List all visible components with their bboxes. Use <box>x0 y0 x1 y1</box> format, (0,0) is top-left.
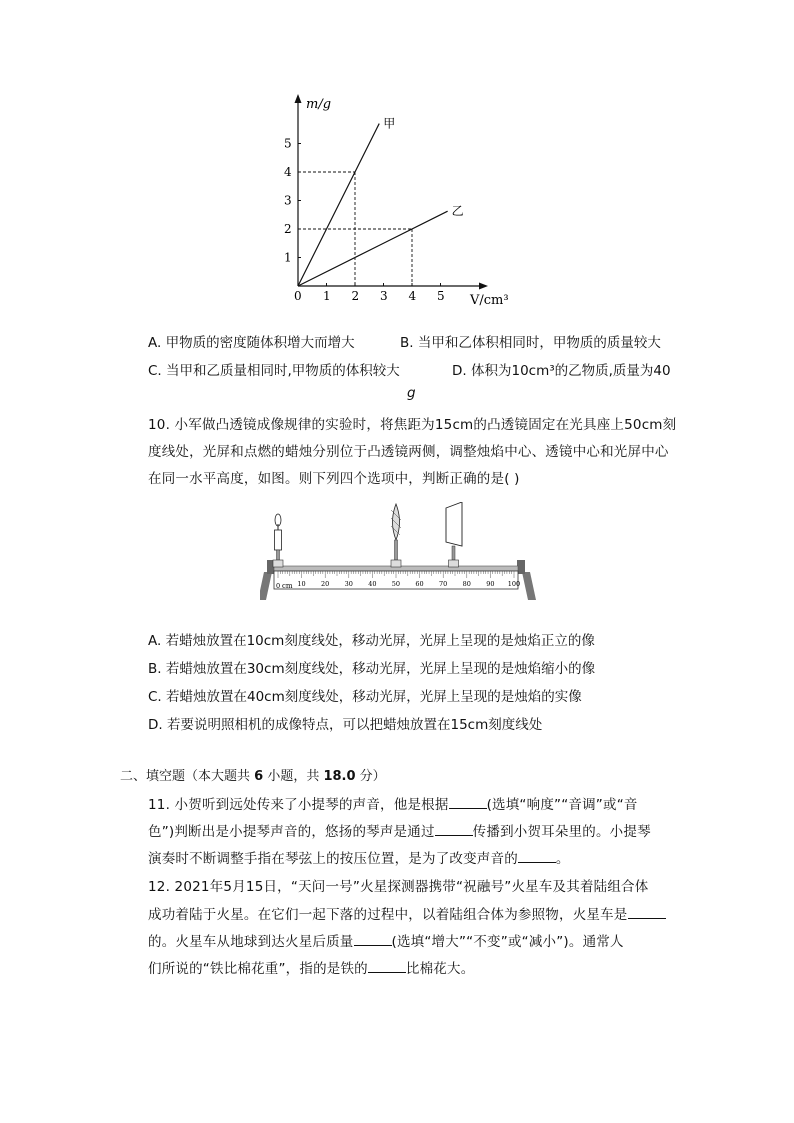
q12-line-3: 的。火星车从地球到达火星后质量 (选填“增大”“不变”或“减小”)。通常人 <box>148 934 624 950</box>
ruler-label-zero: 0 <box>276 582 281 590</box>
q9-option-d: D. 体积为10cm³的乙物质,质量为40 <box>452 363 671 379</box>
x-tick-label: 2 <box>351 289 360 303</box>
bench-right-leg <box>522 572 536 600</box>
ruler-unit: cm <box>282 582 293 590</box>
y-tick-label: 1 <box>284 250 292 265</box>
x-axis-arrow <box>479 283 488 290</box>
q11-blank-3[interactable] <box>518 850 556 863</box>
ruler-label: 70 <box>439 580 448 588</box>
ruler-label: 10 <box>297 580 306 588</box>
bench-left-leg <box>260 572 272 600</box>
x-tick-label: 5 <box>437 289 445 303</box>
ruler-label: 90 <box>486 580 495 588</box>
q12-blank-1[interactable] <box>628 906 666 919</box>
q11-line-3: 演奏时不断调整手指在琴弦上的按压位置，是为了改变声音的 。 <box>148 851 570 867</box>
light-screen <box>446 502 462 567</box>
convex-lens <box>391 504 401 567</box>
ruler-label: 100 <box>507 580 521 588</box>
y-axis-label: m/g <box>306 97 332 112</box>
q12-line-2: 成功着陆于火星。在它们一起下落的过程中，以着陆组合体为参照物，火星车是 <box>148 903 666 923</box>
q11-blank-1[interactable] <box>449 796 487 809</box>
candle <box>273 514 283 567</box>
ruler-label: 80 <box>462 580 471 588</box>
series-line-yi <box>298 211 448 286</box>
q10-option-a: A. 若蜡烛放置在10cm刻度线处，移动光屏，光屏上呈现的是烛焰正立的像 <box>148 633 595 649</box>
q10-option-c: C. 若蜡烛放置在40cm刻度线处，移动光屏，光屏上呈现的是烛焰的实像 <box>148 689 582 705</box>
series-label-jia: 甲 <box>383 116 396 131</box>
x-tick-label: 1 <box>323 289 331 303</box>
series-label-yi: 乙 <box>451 204 464 219</box>
x-axis-label: V/cm³ <box>470 293 509 308</box>
ruler-label: 50 <box>391 580 401 588</box>
q10-option-d: D. 若要说明照相机的成像特点，可以把蜡烛放置在15cm刻度线处 <box>148 717 543 733</box>
q9-option-b: B. 当甲和乙体积相同时，甲物质的质量较大 <box>400 335 661 351</box>
q12-blank-3[interactable] <box>368 960 406 973</box>
optical-bench-figure <box>260 502 540 602</box>
q12-blank-2[interactable] <box>354 933 392 946</box>
mass-volume-graph <box>270 88 520 316</box>
q11-line-2: 色”)判断出是小提琴声音的，悠扬的琴声是通过 传播到小贺耳朵里的。小提琴 <box>148 824 651 840</box>
y-axis-arrow <box>295 94 302 103</box>
y-tick-label: 4 <box>284 165 292 179</box>
section-2-title: 二、填空题（本大题共 6 小题，共 18.0 分） <box>120 769 386 784</box>
q10-option-b: B. 若蜡烛放置在30cm刻度线处，移动光屏，光屏上呈现的是烛焰缩小的像 <box>148 661 596 677</box>
ruler-label: 20 <box>321 580 330 588</box>
q9-option-d-unit: g <box>407 385 416 401</box>
ruler-label: 60 <box>415 580 424 588</box>
q9-option-a: A. 甲物质的密度随体积增大而增大 <box>148 335 355 351</box>
origin-label: 0 <box>294 289 302 303</box>
q11-line-1: 11. 小贺听到远处传来了小提琴的声音，他是根据 (选填“响度”“音调”或“音 <box>148 797 638 813</box>
q10-line-1: 10. 小军做凸透镜成像规律的实验时，将焦距为15cm的凸透镜固定在光具座上50cm刻 <box>148 417 677 433</box>
series-line-jia <box>298 124 379 286</box>
y-tick-label: 3 <box>284 193 292 208</box>
q10-line-2: 度线处，光屏和点燃的蜡烛分别位于凸透镜两侧，调整烛焰中心、透镜中心和光屏中心 <box>148 444 669 460</box>
q11-blank-2[interactable] <box>435 823 473 836</box>
y-tick-label: 2 <box>284 222 292 236</box>
q10-line-3: 在同一水平高度，如图。则下列四个选项中，判断正确的是( ) <box>148 471 520 487</box>
q12-line-1: 12. 2021年5月15日，“天问一号”火星探测器携带“祝融号”火星车及其着陆组合体 <box>148 879 649 895</box>
x-tick-label: 3 <box>380 289 388 303</box>
y-tick-label: 5 <box>284 136 292 151</box>
ruler-label: 30 <box>344 580 353 588</box>
q9-option-c: C. 当甲和乙质量相同时,甲物质的体积较大 <box>148 363 400 379</box>
x-tick-label: 4 <box>408 289 417 303</box>
ruler-label: 40 <box>368 580 377 588</box>
q12-line-4: 们所说的“铁比棉花重”，指的是铁的 比棉花大。 <box>148 961 475 977</box>
